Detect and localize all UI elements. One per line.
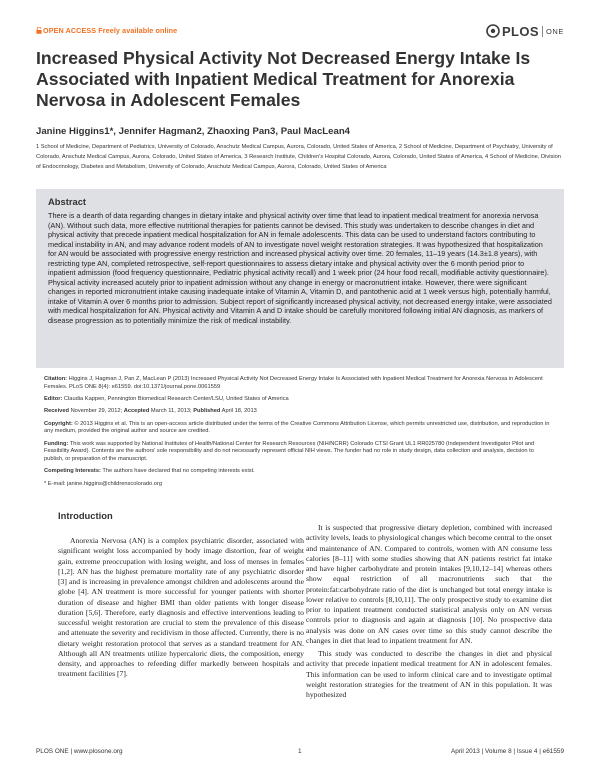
- citation-label: Citation:: [44, 376, 68, 382]
- open-access-text: OPEN ACCESS Freely available online: [43, 26, 178, 35]
- plos-logo-icon: [486, 24, 500, 38]
- introduction-heading: Introduction: [58, 510, 113, 521]
- open-access-badge: [36, 26, 177, 35]
- funding-label: Funding:: [44, 440, 69, 447]
- affiliations: 1 School of Medicine, Department of Pediatrics, University of Colorado, Anschutz Medical Campus, Aurora, Colorado, United States of America, 2 School of Medicine, Department of Psychiatry, University of Colorado, Anschutz Medical Campus, Aurora, Colorado, United States of America, 3 Research Institute, Children's Hospital Colorado, Aurora, Colorado, United States of America, 4 School of Medicine, Division of Endocrinology, Diabetes and Metabolism, University of Colorado, Anschutz Medical Campus, Aurora, Colorado, United States of America: [36, 144, 561, 170]
- competing-line: [44, 468, 554, 476]
- logo-divider: [542, 26, 543, 37]
- accepted-date: March 11, 2013;: [150, 408, 192, 415]
- abstract-box: [36, 189, 564, 368]
- intro-paragraph: Anorexia Nervosa (AN) is a complex psychiatric disorder, associated with significant weight loss accompanied by body image distortion, fear of weight gain, extreme preoccupation with losing weight, and loss of menses in females [1,2]. AN has the highest premature mortality rate of any psychiatric disorder [3] and is increasing in prevalence amongst children and adolescents around the globe [4]. AN treatment is more successful for younger patients with shorter duration of disease and higher BMI than older patients with longer disease duration [5,6]. Therefore, early diagnosis and effective interventions leading to successful weight restoration are crucial to stem the prevalence of this disease and attenuate the severity and recidivism in those affected. Currently, there is no dietary weight restoration protocol that serves as a standard treatment for AN. Although all AN treatments utilize hypercaloric diets, the composition, energy density, and approaches to refeeding differ markedly between hospitals and treatment facilities [7].: [58, 536, 304, 679]
- email-link[interactable]: * E-mail: janine.higgins@childrenscolorado.org: [44, 480, 163, 487]
- funding-text: This work was supported by National Institutes of Health/National Center for Research Resources (NIH/NCRR) Colorado CTSI Grant UL1 RR025780 (Independent Investigator Pilot and Feasibility Award). Contents are the authors' sole responsibility and do not necessarily represent official NIH views. The funder had no role in study design, data collection and analysis, decision to publish, or preparation of the manuscript.: [44, 440, 535, 462]
- abstract-heading: Abstract: [48, 196, 87, 207]
- copyright-text: © 2013 Higgins et al. This is an open-access article distributed under the terms of the Creative Commons Attribution License, which permits unrestricted use, distribution, and reproduction in any medium, provided the original author and source are credited.: [44, 420, 550, 435]
- page-number: 1: [298, 748, 302, 755]
- received-label: Received: [44, 408, 69, 415]
- editor-text: Claudia Kappen, Pennington Biomedical Research Center/LSU, United States of America: [63, 396, 289, 402]
- accepted-label: Accepted: [123, 408, 150, 415]
- dates-line: [44, 408, 554, 416]
- author-list: Janine Higgins1*, Jennifer Hagman2, Zhaoxing Pan3, Paul MacLean4: [36, 126, 351, 137]
- footer-issue: April 2013 | Volume 8 | Issue 4 | e61559: [451, 748, 564, 755]
- competing-label: Competing Interests:: [44, 468, 101, 475]
- abstract-text: There is a dearth of data regarding changes in dietary intake and physical activity over time that lead to inpatient medical treatment for anorexia nervosa (AN). Without such data, more effective nutritional therapies for patients cannot be devised. This study was undertaken to describe changes in diet and physical activity that precede inpatient medical hospitalization for AN in female adolescents. This data can be used to understand factors contributing to medical instability in AN, and may advance rodent models of AN to investigate novel weight restoration strategies. It was hypothesized that hospitalization for AN would be associated with progressive energy restriction and increased physical activity over time. 20 females, 11–19 years (14.3±1.8 years), with restricting type AN, completed retrospective, self-report questionnaires to assess dietary intake and physical activity over the 6 month period prior to inpatient admission (food frequency questionnaire, Pediatric physical activity recall) and 1 week prior (24 hour food recall, modifiable activity questionnaire). Physical activity increased acutely prior to inpatient admission without any change in energy or macronutrient intake. However, there were significant changes in reported micronutrient intake causing inadequate intake of Vitamin A, Vitamin D, and pantothenic acid at 1 week versus high, potentially harmful, intake of Vitamin A over 6 months prior to admission. Subject report of significantly increased physical activity, not decreased energy intake, were associated with medical hospitalization for AN. Physical activity and Vitamin A and D intake should be carefully monitored following initial AN diagnosis, as markers of disease progression as to potentially minimize the risk of medical instability.: [48, 211, 552, 326]
- open-lock-icon: [36, 27, 42, 34]
- body-column-right: [306, 523, 552, 700]
- copyright-label: Copyright:: [44, 420, 73, 427]
- editor-line: [44, 396, 554, 404]
- citation-line: [44, 376, 554, 391]
- plos-one-logo: [486, 22, 564, 40]
- editor-label: Editor:: [44, 396, 63, 402]
- logo-one-text: ONE: [545, 26, 564, 36]
- published-label: Published: [193, 408, 221, 415]
- competing-text: The authors have declared that no competing interests exist.: [102, 468, 255, 475]
- citation-text: Higgins J, Hagman J, Pan Z, MacLean P (2013) Increased Physical Activity Not Decreased Energy Intake Is Associated with Inpatient Medical Treatment for Anorexia Nervosa in Adolescent Females. PLoS ONE 8(4): e61559. doi:10.1371/journal.pone.0061559: [44, 376, 543, 390]
- body-column-left: [58, 536, 304, 680]
- funding-line: [44, 441, 554, 464]
- article-metadata: [44, 376, 554, 493]
- logo-plos-text: PLOS: [501, 23, 539, 39]
- intro-paragraph: It is suspected that progressive dietary depletion, combined with increased activity levels, leads to physiological changes which become central to the onset and maintenance of AN. Compared to controls, women with AN consume less calories [8–11] with some studies showing that AN patients restrict fat intake and have higher carbohydrate and protein intakes [9,10,12–14] whereas others show equal restriction of all macronutrients such that the protein:fat:carbohydrate ratio of the diet is unchanged but total energy intake is lower relative to controls [8,10,11]. The only prospective study to examine diet prior to inpatient treatment conducted statistical analysis only on AN versus controls prior to diagnosis and again at diagnosis [10]. No prospective data analysis was done on AN cases over time so this study cannot describe the changes in diet that lead to inpatient treatment for AN.: [306, 523, 552, 645]
- published-date: April 18, 2013: [221, 408, 257, 415]
- copyright-line: [44, 421, 554, 436]
- footer-journal: PLOS ONE | www.plosone.org: [36, 748, 123, 755]
- page-footer: [36, 748, 564, 758]
- intro-paragraph: This study was conducted to describe the changes in diet and physical activity that precede inpatient medical treatment for AN in adolescent females. This information can be used to inform clinical care and to investigate optimal weight restoration strategies for the treatment of AN in this population. It was hypothesized: [306, 649, 552, 699]
- email-line: [44, 481, 554, 489]
- received-date: November 29, 2012;: [70, 408, 123, 415]
- article-title: Increased Physical Activity Not Decreased Energy Intake Is Associated with Inpatient Medical Treatment for Anorexia Nervosa in Adolescent Females: [36, 48, 531, 110]
- journal-header: [36, 20, 564, 42]
